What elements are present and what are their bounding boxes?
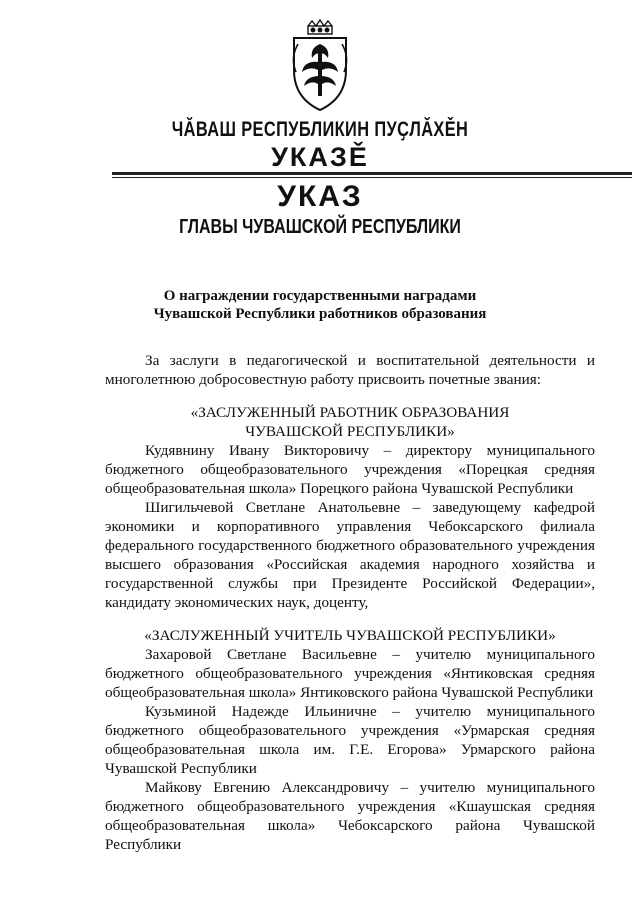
decree-title-line-2: Чувашской Республики работников образования (153, 306, 487, 322)
coat-of-arms-emblem (286, 18, 354, 114)
award-entry: Захаровой Светлане Васильевне – учителю муниципального бюджетного общеобразовательного учреждения «Янтиковская средняя общеобразовательная школа» Янтиковского района Чувашской Республики (105, 646, 595, 701)
section1-heading-line-1: «ЗАСЛУЖЕННЫЙ РАБОТНИК ОБРАЗОВАНИЯ (190, 404, 510, 421)
award-entry: Майкову Евгению Александровичу – учителю муниципального бюджетного общеобразовательного учреждения «Кшаушская средняя общеобразовательная школа» Чебоксарского района Чувашской Республики (105, 779, 595, 853)
header-divider-thin (112, 177, 632, 178)
intro-paragraph: За заслуги в педагогической и воспитательной деятельности и многолетнюю добросовестную работу присвоить почетные звания: (105, 352, 595, 388)
award-entry: Кудявнину Ивану Викторовичу – директору муниципального бюджетного общеобразовательного учреждения «Порецкая средняя общеобразовательная школа» Порецкого района Чувашской Республики (105, 442, 595, 497)
decree-title-line-1: О награждении государственными наградами (163, 288, 477, 304)
chuvash-ukaze-heading: УКАЗĚ (271, 142, 369, 172)
award-entry: Кузьминой Надежде Ильиничне – учителю муниципального бюджетного общеобразовательного учреждения «Урмарская средняя общеобразовательная школа им. Г.Е. Егорова» Урмарского района Чувашской Республики (105, 703, 595, 777)
header-divider-thick (112, 172, 632, 175)
decree-body (105, 351, 595, 854)
section1-heading-line-2: ЧУВАШСКОЙ РЕСПУБЛИКИ» (245, 423, 455, 440)
ukaz-heading: УКАЗ (277, 180, 363, 213)
chuvash-header-line: ЧĂВАШ РЕСПУБЛИКИН ПУҪЛĂХĚН (171, 118, 469, 141)
award-entry: Шигильчевой Светлане Анатольевне – заведующему кафедрой экономики и корпоративного управления Чебоксарского филиала федерального государственного бюджетного образовательного учреждения высшего образования «Российская академия народного хозяйства и государственной службы при Президенте Российской Федерации», кандидату экономических наук, доценту, (105, 499, 595, 611)
glavy-heading: ГЛАВЫ ЧУВАШСКОЙ РЕСПУБЛИКИ (179, 216, 461, 238)
section2-heading: «ЗАСЛУЖЕННЫЙ УЧИТЕЛЬ ЧУВАШСКОЙ РЕСПУБЛИКИ» (144, 627, 556, 644)
decree-title (120, 287, 520, 323)
